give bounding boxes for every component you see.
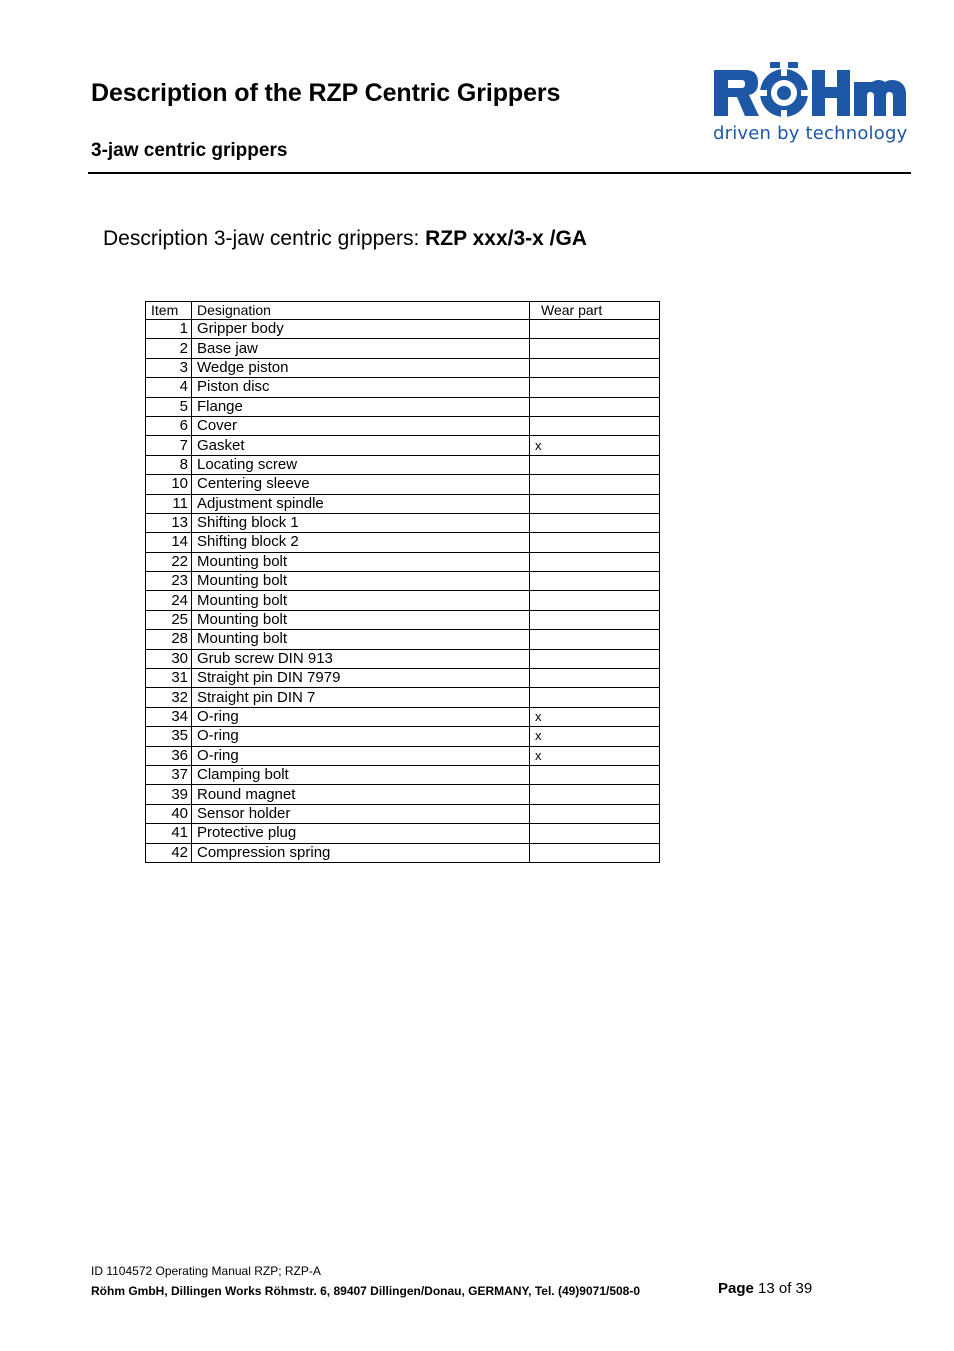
wear-part-cell (530, 378, 660, 397)
table-row (146, 746, 660, 765)
item-cell: 40 (146, 804, 192, 823)
section-heading-prefix: Description 3-jaw centric grippers: (103, 227, 426, 250)
wear-part-cell (530, 649, 660, 668)
wear-part-cell (530, 824, 660, 843)
table-row (146, 475, 660, 494)
designation-cell: Mounting bolt (192, 630, 530, 649)
table-row (146, 707, 660, 726)
wear-part-cell (530, 572, 660, 591)
table-row (146, 320, 660, 339)
table-header-row (146, 302, 660, 320)
designation-cell: Straight pin DIN 7 (192, 688, 530, 707)
designation-cell: O-ring (192, 707, 530, 726)
wear-part-cell: x (530, 746, 660, 765)
wear-part-cell (530, 843, 660, 862)
table-row (146, 378, 660, 397)
wear-part-cell (530, 416, 660, 435)
wear-part-cell (530, 455, 660, 474)
wear-part-cell (530, 785, 660, 804)
table-row (146, 572, 660, 591)
item-cell: 32 (146, 688, 192, 707)
item-cell: 7 (146, 436, 192, 455)
wear-part-cell (530, 610, 660, 629)
wear-part-cell (530, 494, 660, 513)
table-row (146, 513, 660, 532)
designation-cell: O-ring (192, 746, 530, 765)
item-cell: 34 (146, 707, 192, 726)
table-row (146, 339, 660, 358)
page-subtitle: 3-jaw centric grippers (91, 140, 288, 161)
item-cell: 10 (146, 475, 192, 494)
rohm-logo (710, 44, 910, 148)
designation-cell: Mounting bolt (192, 572, 530, 591)
designation-cell: Shifting block 1 (192, 513, 530, 532)
item-cell: 42 (146, 843, 192, 862)
page-title: Description of the RZP Centric Grippers (91, 79, 561, 107)
wear-part-cell (530, 591, 660, 610)
wear-part-cell: x (530, 436, 660, 455)
footer-page-of: 13 of 39 (758, 1280, 813, 1297)
item-cell: 13 (146, 513, 192, 532)
table-row (146, 591, 660, 610)
item-cell: 11 (146, 494, 192, 513)
designation-cell: O-ring (192, 727, 530, 746)
item-cell: 22 (146, 552, 192, 571)
wear-part-cell (530, 688, 660, 707)
wear-part-cell (530, 320, 660, 339)
item-cell: 35 (146, 727, 192, 746)
wear-part-cell (530, 513, 660, 532)
rohm-wordmark-icon (712, 62, 908, 120)
item-cell: 28 (146, 630, 192, 649)
designation-cell: Straight pin DIN 7979 (192, 669, 530, 688)
column-header-designation: Designation (192, 302, 530, 320)
item-cell: 23 (146, 572, 192, 591)
designation-cell: Cover (192, 416, 530, 435)
item-cell: 3 (146, 358, 192, 377)
designation-cell: Clamping bolt (192, 765, 530, 784)
table-row (146, 416, 660, 435)
parts-table (145, 301, 660, 863)
wear-part-cell (530, 630, 660, 649)
logo-tagline: driven by technology (713, 123, 908, 144)
item-cell: 2 (146, 339, 192, 358)
designation-cell: Locating screw (192, 455, 530, 474)
table-row (146, 824, 660, 843)
column-header-item: Item (146, 302, 192, 320)
footer-document-id: ID 1104572 Operating Manual RZP; RZP-A (91, 1264, 321, 1278)
item-cell: 24 (146, 591, 192, 610)
table-row (146, 494, 660, 513)
wear-part-cell: x (530, 707, 660, 726)
designation-cell: Mounting bolt (192, 591, 530, 610)
table-row (146, 436, 660, 455)
table-row (146, 397, 660, 416)
wear-part-cell (530, 765, 660, 784)
table-row (146, 533, 660, 552)
item-cell: 25 (146, 610, 192, 629)
wear-part-cell: x (530, 727, 660, 746)
designation-cell: Mounting bolt (192, 552, 530, 571)
designation-cell: Centering sleeve (192, 475, 530, 494)
table-row (146, 358, 660, 377)
table-row (146, 649, 660, 668)
designation-cell: Compression spring (192, 843, 530, 862)
table-row (146, 455, 660, 474)
wear-part-cell (530, 533, 660, 552)
section-heading (103, 227, 587, 251)
column-header-wear-part: Wear part (530, 302, 660, 320)
footer-page-number (718, 1280, 812, 1297)
designation-cell: Piston disc (192, 378, 530, 397)
table-row (146, 843, 660, 862)
footer-company-address: Röhm GmbH, Dillingen Works Röhmstr. 6, 89407 Dillingen/Donau, GERMANY, Tel. (49)9071/508-0 (91, 1284, 641, 1298)
item-cell: 36 (146, 746, 192, 765)
item-cell: 1 (146, 320, 192, 339)
table-row (146, 610, 660, 629)
parts-table-body (146, 320, 660, 863)
wear-part-cell (530, 804, 660, 823)
item-cell: 5 (146, 397, 192, 416)
item-cell: 31 (146, 669, 192, 688)
table-row (146, 669, 660, 688)
table-row (146, 804, 660, 823)
item-cell: 6 (146, 416, 192, 435)
designation-cell: Sensor holder (192, 804, 530, 823)
item-cell: 39 (146, 785, 192, 804)
designation-cell: Gripper body (192, 320, 530, 339)
wear-part-cell (530, 552, 660, 571)
wear-part-cell (530, 475, 660, 494)
footer-page-label: Page (718, 1280, 754, 1297)
designation-cell: Protective plug (192, 824, 530, 843)
wear-part-cell (530, 669, 660, 688)
item-cell: 30 (146, 649, 192, 668)
designation-cell: Shifting block 2 (192, 533, 530, 552)
designation-cell: Mounting bolt (192, 610, 530, 629)
header-divider (88, 172, 911, 174)
item-cell: 41 (146, 824, 192, 843)
designation-cell: Grub screw DIN 913 (192, 649, 530, 668)
wear-part-cell (530, 358, 660, 377)
item-cell: 4 (146, 378, 192, 397)
wear-part-cell (530, 397, 660, 416)
designation-cell: Adjustment spindle (192, 494, 530, 513)
table-row (146, 552, 660, 571)
item-cell: 8 (146, 455, 192, 474)
table-row (146, 630, 660, 649)
section-heading-model: RZP xxx/3-x /GA (425, 227, 587, 250)
table-row (146, 727, 660, 746)
item-cell: 14 (146, 533, 192, 552)
designation-cell: Base jaw (192, 339, 530, 358)
designation-cell: Wedge piston (192, 358, 530, 377)
wear-part-cell (530, 339, 660, 358)
designation-cell: Gasket (192, 436, 530, 455)
designation-cell: Flange (192, 397, 530, 416)
table-row (146, 785, 660, 804)
table-row (146, 765, 660, 784)
item-cell: 37 (146, 765, 192, 784)
table-row (146, 688, 660, 707)
designation-cell: Round magnet (192, 785, 530, 804)
